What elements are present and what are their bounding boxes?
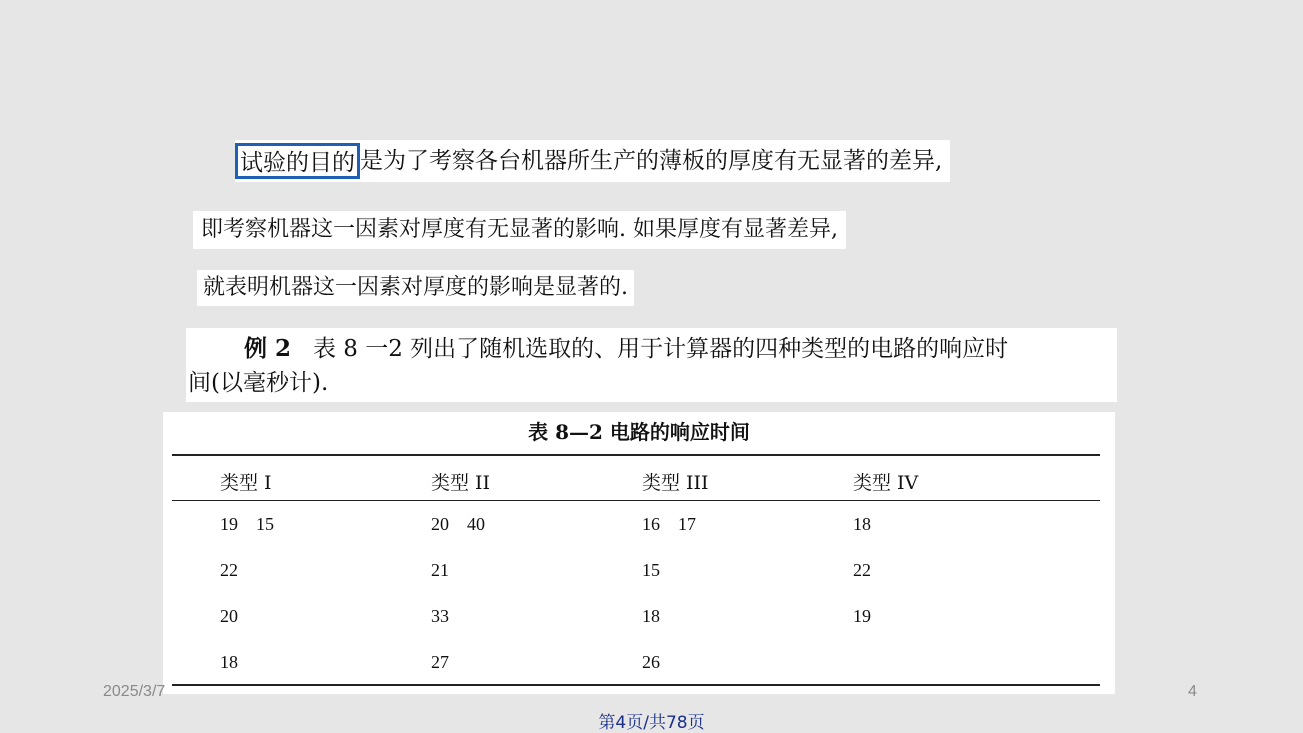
table-caption: 表 8—2 电路的响应时间 <box>528 420 750 444</box>
column-header: 类型 II <box>431 472 491 494</box>
example-label: 例 2 <box>244 335 292 362</box>
table-cell: 27 <box>431 652 449 672</box>
table-cell: 18 <box>853 514 871 534</box>
table-cell: 22 <box>853 560 871 580</box>
table-header-rule <box>172 500 1100 501</box>
paragraph-line-1 <box>235 140 950 182</box>
example-line-2: 间(以毫秒计). <box>188 370 329 396</box>
table-bottom-rule <box>172 684 1100 686</box>
column-header: 类型 III <box>642 472 709 494</box>
footer-date: 2025/3/7 <box>103 683 166 700</box>
table-cell: 18 <box>220 652 238 672</box>
table-cell: 15 <box>642 560 660 580</box>
table-cell: 18 <box>642 606 660 626</box>
example-line-1 <box>186 332 1117 366</box>
column-header: 类型 IV <box>853 472 919 494</box>
paragraph-line-2: 即考察机器这一因素对厚度有无显著的影响. 如果厚度有显著差异, <box>193 211 846 249</box>
table-cell: 19 15 <box>220 514 274 534</box>
example-block <box>186 328 1117 402</box>
paragraph-line-3: 就表明机器这一因素对厚度的影响是显著的. <box>197 270 634 306</box>
table-cell: 20 40 <box>431 514 485 534</box>
table-cell: 19 <box>853 606 871 626</box>
page-indicator: 第4页/共78页 <box>598 713 705 733</box>
example-text: 表 8 一2 列出了随机选取的、用于计算器的四种类型的电路的响应时 <box>312 336 1009 362</box>
slide-number: 4 <box>1188 683 1197 700</box>
table-cell: 22 <box>220 560 238 580</box>
table-cell: 26 <box>642 652 660 672</box>
line-1-text: 是为了考察各台机器所生产的薄板的厚度有无显著的差异, <box>360 148 943 174</box>
table-cell: 21 <box>431 560 449 580</box>
table-cell: 20 <box>220 606 238 626</box>
table-cell: 33 <box>431 606 449 626</box>
column-header: 类型 I <box>220 472 272 494</box>
response-time-table <box>163 412 1115 694</box>
table-cell: 16 17 <box>642 514 696 534</box>
highlighted-phrase: 试验的目的 <box>235 143 360 179</box>
table-top-rule <box>172 454 1100 456</box>
